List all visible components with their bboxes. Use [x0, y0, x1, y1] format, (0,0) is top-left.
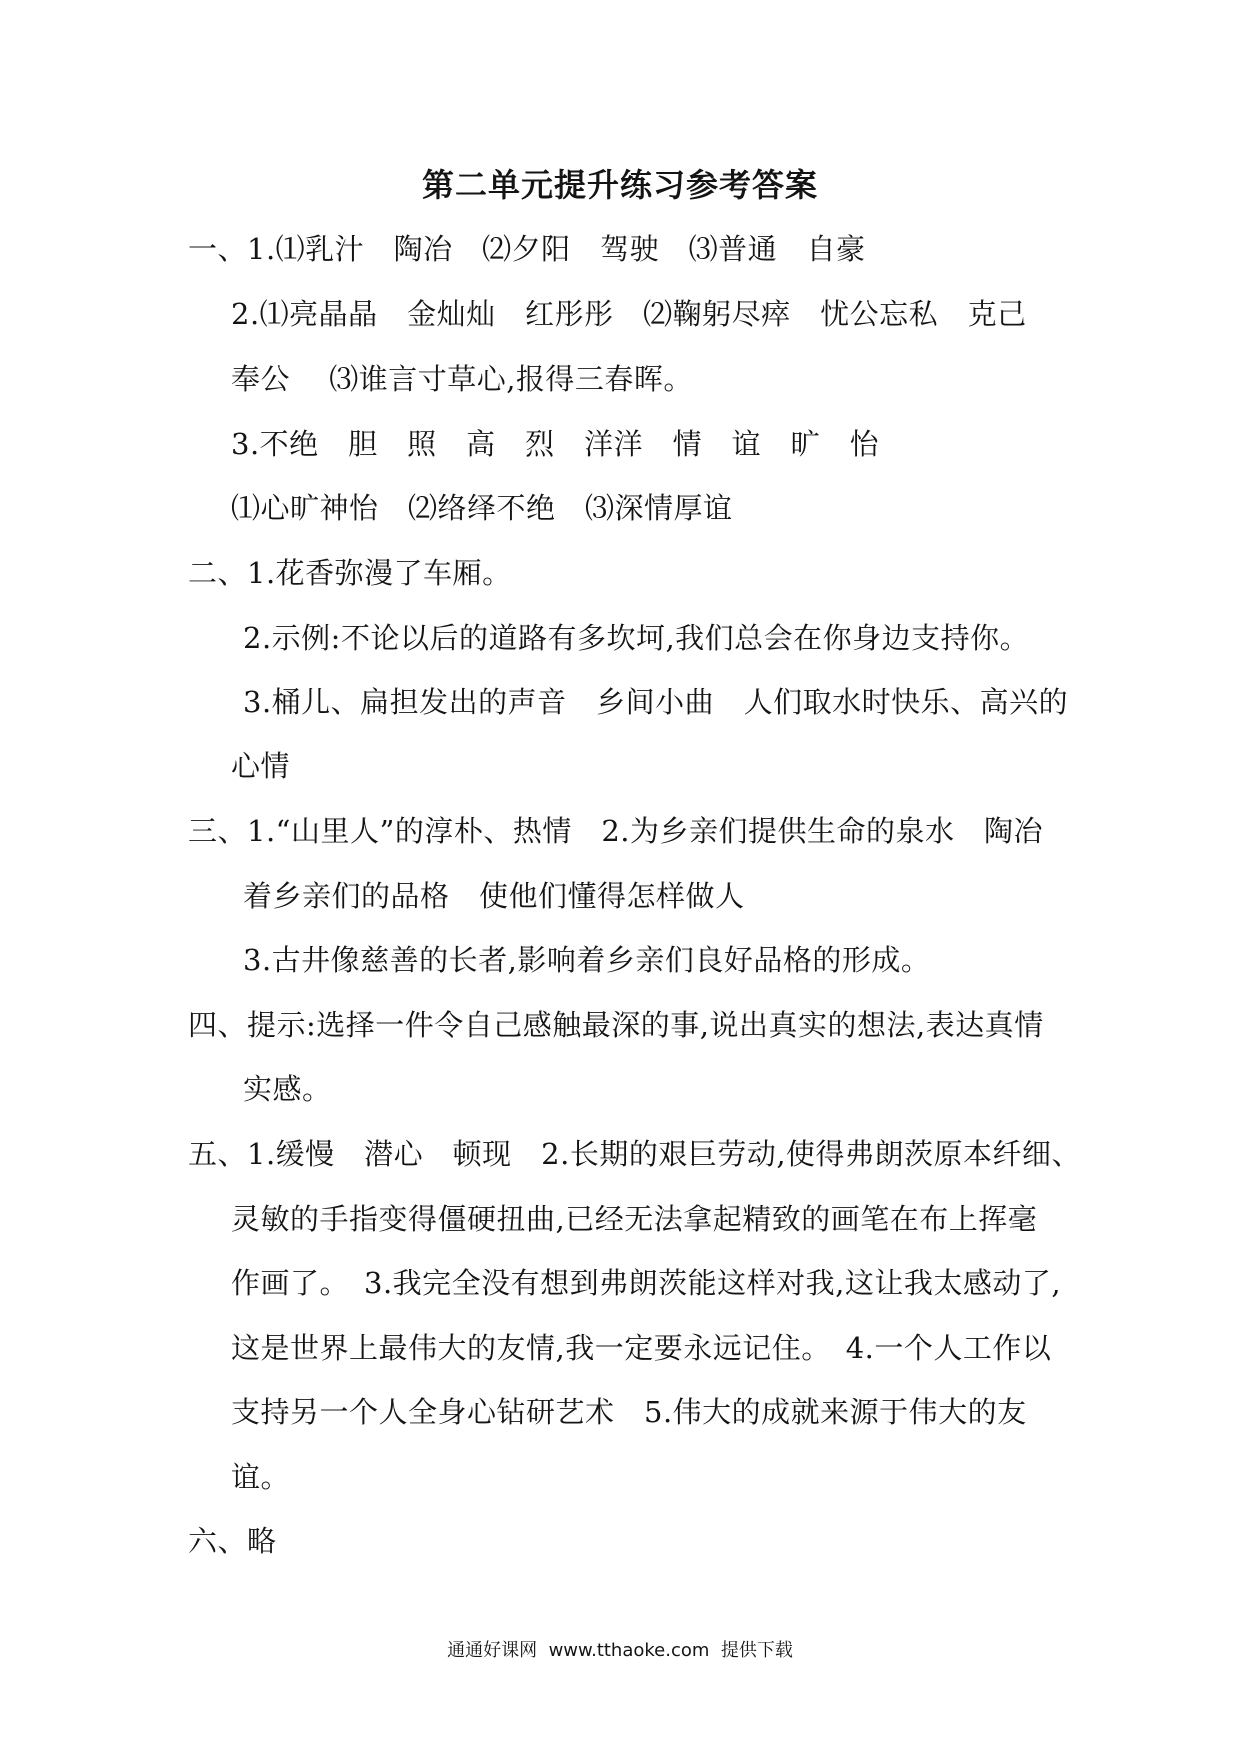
answer-line-4: 3.不绝 胆 照 高 烈 洋洋 情 谊 旷 怡: [231, 427, 880, 461]
answer-line-6: 二、1.花香弥漫了车厢。: [188, 556, 512, 590]
answer-line-11: 着乡亲们的品格 使他们懂得怎样做人: [243, 879, 745, 913]
answer-line-8: 3.桶儿、扁担发出的声音 乡间小曲 人们取水时快乐、高兴的: [243, 685, 1069, 719]
answer-line-19: 支持另一个人全身心钻研艺术 5.伟大的成就来源于伟大的友: [231, 1395, 1027, 1429]
answer-line-16: 灵敏的手指变得僵硬扭曲,已经无法拿起精致的画笔在布上挥毫: [231, 1202, 1038, 1236]
answer-line-5: ⑴心旷神怡 ⑵络绎不绝 ⑶深情厚谊: [231, 491, 733, 525]
answer-line-7: 2.示例:不论以后的道路有多坎坷,我们总会在你身边支持你。: [243, 621, 1030, 655]
answer-line-12: 3.古井像慈善的长者,影响着乡亲们良好品格的形成。: [243, 943, 931, 977]
answer-line-21: 六、略: [188, 1524, 277, 1558]
answer-line-13: 四、提示:选择一件令自己感触最深的事,说出真实的想法,表达真情: [188, 1008, 1044, 1042]
answer-line-9: 心情: [231, 749, 291, 783]
answer-line-20: 谊。: [231, 1460, 291, 1494]
answer-line-1: 一、1.⑴乳汁 陶冶 ⑵夕阳 驾驶 ⑶普通 自豪: [188, 232, 866, 266]
answer-line-17: 作画了。 3.我完全没有想到弗朗茨能这样对我,这让我太感动了,: [231, 1266, 1062, 1300]
answer-line-10: 三、1.“山里人”的淳朴、热情 2.为乡亲们提供生命的泉水 陶冶: [188, 814, 1043, 848]
document-title: 第二单元提升练习参考答案: [421, 166, 818, 204]
answer-line-18: 这是世界上最伟大的友情,我一定要永远记住。 4.一个人工作以: [231, 1331, 1052, 1365]
answer-line-14: 实感。: [243, 1072, 332, 1106]
answer-line-15: 五、1.缓慢 潜心 顿现 2.长期的艰巨劳动,使得弗朗茨原本纤细、: [188, 1137, 1082, 1171]
answer-line-3: 奉公 ⑶谁言寸草心,报得三春晖。: [231, 362, 693, 396]
download-footer: 通通好课网 www.tthaoke.com 提供下载: [447, 1640, 793, 1661]
answer-line-2: 2.⑴亮晶晶 金灿灿 红彤彤 ⑵鞠躬尽瘁 忧公忘私 克己: [231, 297, 1027, 331]
